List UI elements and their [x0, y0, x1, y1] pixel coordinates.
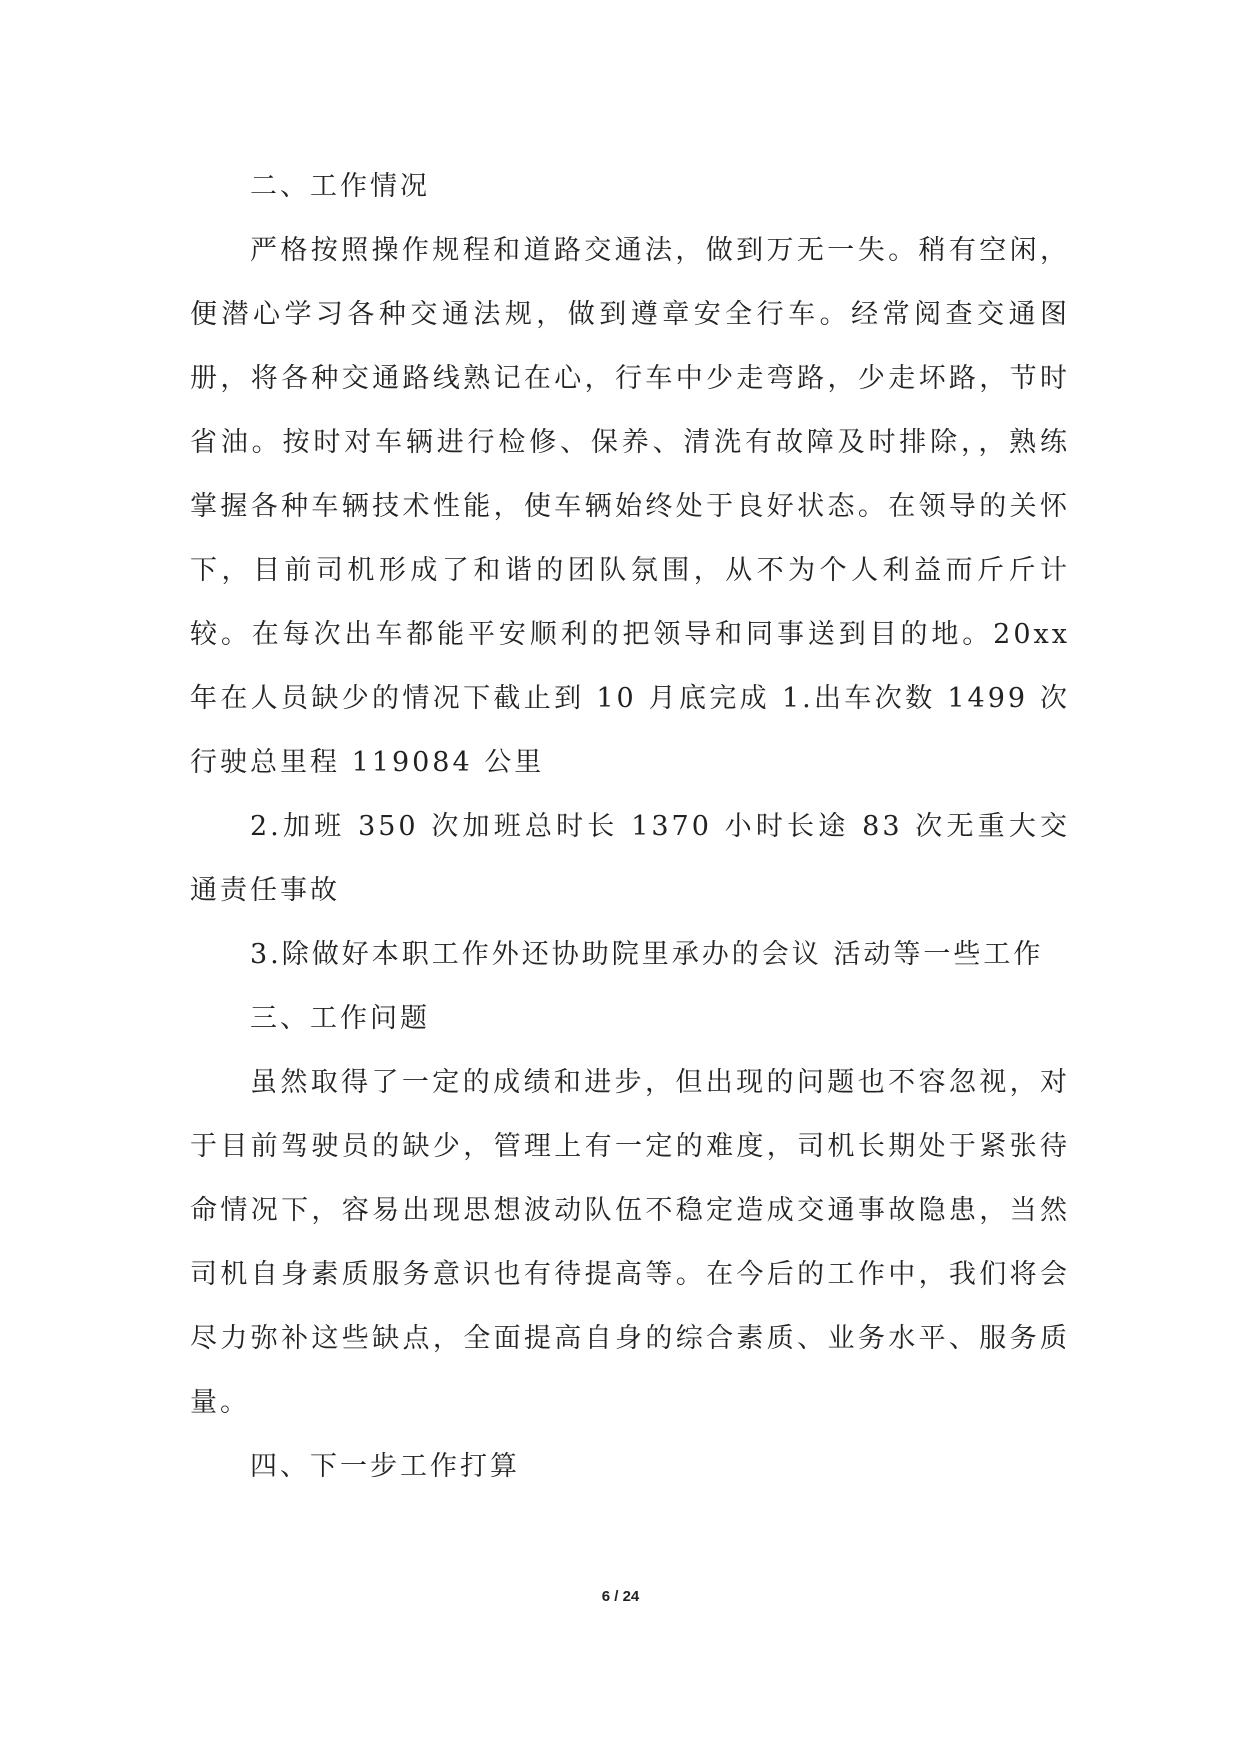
paragraph-overtime-stats: 2.加班 350 次加班总时长 1370 小时长途 83 次无重大交通责任事故 — [190, 811, 1070, 906]
section-heading-work-status: 二、工作情况 — [250, 171, 430, 202]
document-body — [190, 155, 1070, 1499]
paragraph-problems-description: 虽然取得了一定的成绩和进步，但出现的问题也不容忽视，对于目前驾驶员的缺少，管理上有一定的难度，司机长期处于紧张待命情况下，容易出现思想波动队伍不稳定造成交通事故隐患，当然司机自身素质服务意识也有待提高等。在今后的工作中，我们将会尽力弥补这些缺点，全面提高自身的综合素质、业务水平、服务质量。 — [190, 1067, 1070, 1418]
section-heading-work-problems: 三、工作问题 — [250, 1003, 430, 1034]
page-number: 6 / 24 — [601, 1588, 640, 1605]
paragraph-work-description: 严格按照操作规程和道路交通法，做到万无一失。稍有空闲，便潜心学习各种交通法规，做到遵章安全行车。经常阅查交通图册，将各种交通路线熟记在心，行车中少走弯路，少走坏路，节时省油。按时对车辆进行检修、保养、清洗有故障及时排除，，熟练掌握各种车辆技术性能，使车辆始终处于良好状态。在领导的关怀下，目前司机形成了和谐的团队氛围，从不为个人利益而斤斤计较。在每次出车都能平安顺利的把领导和同事送到目的地。20xx 年在人员缺少的情况下截止到 10 月底完成 1.出车次数 1499 次行驶总里程 119084 公里 — [190, 235, 1070, 778]
section-heading-next-steps: 四、下一步工作打算 — [250, 1451, 520, 1482]
paragraph-additional-work: 3.除做好本职工作外还协助院里承办的会议 活动等一些工作 — [250, 939, 1044, 970]
